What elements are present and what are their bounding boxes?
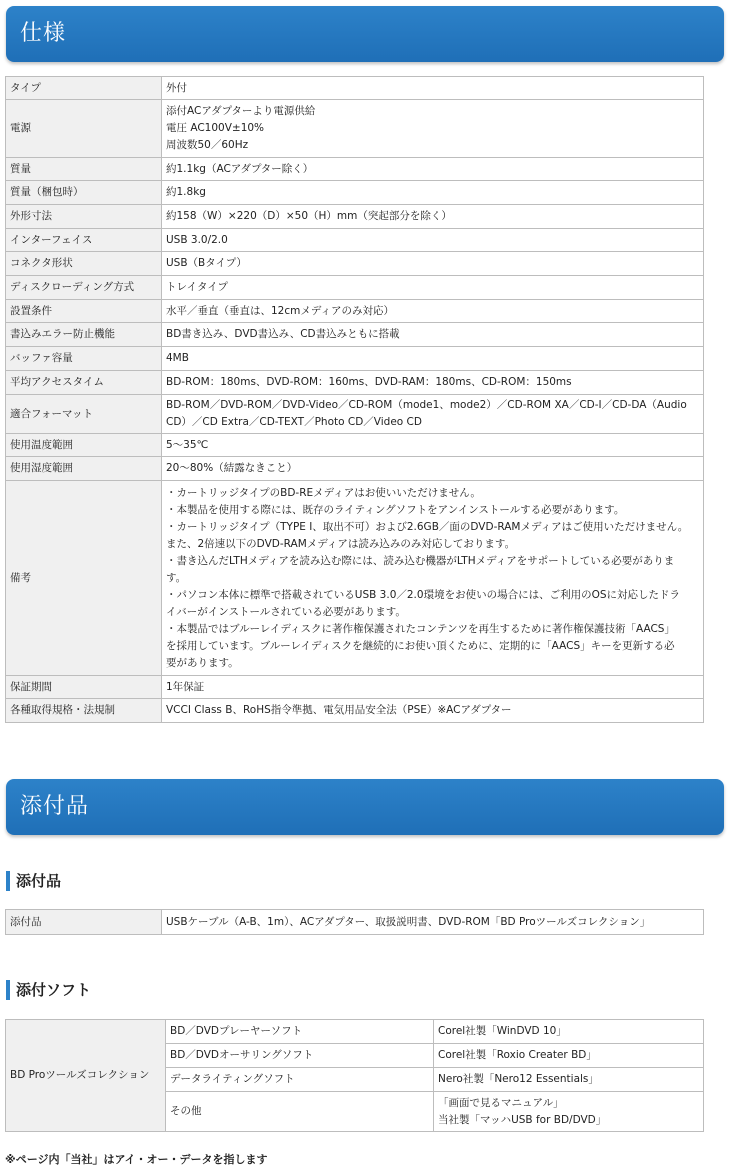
software-product <box>434 1044 704 1068</box>
software-product <box>434 1020 704 1044</box>
spec-value-line: 外付 <box>166 81 187 94</box>
spec-value-line: BD-ROM：180ms、DVD-ROM：160ms、DVD-RAM：180ms、CD-ROM：150ms <box>166 376 572 388</box>
table-row <box>6 181 704 205</box>
table-row <box>6 395 704 434</box>
spec-value-line: USB（Bタイプ） <box>166 257 247 269</box>
spec-value-line: USB 3.0/2.0 <box>166 233 228 246</box>
spec-label: 設置条件 <box>6 300 162 323</box>
spec-label: 書込みエラー防止機能 <box>6 323 162 347</box>
table-row <box>6 676 704 699</box>
table-row <box>6 434 704 457</box>
spec-value-line: 1年保証 <box>166 680 205 693</box>
spec-value-line: 電圧 AC100V±10% <box>166 122 265 134</box>
spec-label: 電源 <box>6 100 162 158</box>
spec-value <box>162 181 704 205</box>
software-group-label: BD Proツールズコレクション <box>6 1020 166 1132</box>
software-product-line: 「画面で見るマニュアル」 <box>438 1096 564 1109</box>
spec-label: タイプ <box>6 77 162 100</box>
spec-label: インターフェイス <box>6 229 162 252</box>
spec-value <box>162 229 704 252</box>
spec-value <box>162 205 704 229</box>
accessories-section-title: 添付品 <box>20 794 90 819</box>
software-category: その他 <box>166 1092 434 1132</box>
accessories-value: USBケーブル（A-B、1m）、ACアダプター、取扱説明書、DVD-ROM「BD Proツールズコレクション」 <box>162 910 704 935</box>
table-row <box>6 371 704 395</box>
table-row <box>6 910 704 935</box>
spec-value-line: 4MB <box>166 352 189 364</box>
spec-section-title: 仕様 <box>20 21 67 46</box>
spec-label: コネクタ形状 <box>6 252 162 276</box>
spec-value-line: イバーがインストールされている必要があります。 <box>166 605 406 618</box>
footnote: ※ページ内「当社」はアイ・オー・データを指します <box>5 1153 268 1166</box>
accessories-subhead: 添付品 <box>6 871 61 891</box>
table-row <box>6 300 704 323</box>
software-product <box>434 1092 704 1132</box>
spec-value-line: 周波数50／60Hz <box>166 139 249 151</box>
spec-value <box>162 77 704 100</box>
spec-value-line: ・書き込んだLTHメディアを読み込む際には、読み込む機器がLTHメディアをサポートしている必要がありま <box>166 554 675 567</box>
spec-value-line: VCCI Class B、RoHS指令準拠、電気用品安全法（PSE）※ACアダプター <box>166 704 512 716</box>
table-row <box>6 252 704 276</box>
spec-value-line: ・カートリッジタイプのBD-REメディアはお使いいただけません。 <box>166 486 481 499</box>
spec-value-line: 要があります。 <box>166 656 239 669</box>
spec-label: 質量 <box>6 158 162 181</box>
spec-value <box>162 300 704 323</box>
spec-value-line: BD書き込み、DVD書込み、CD書込みともに搭載 <box>166 328 400 340</box>
spec-value <box>162 276 704 300</box>
software-category: BD／DVDオーサリングソフト <box>166 1044 434 1068</box>
table-row <box>6 323 704 347</box>
table-row <box>6 229 704 252</box>
spec-label: 質量（梱包時） <box>6 181 162 205</box>
spec-value-line: 約1.1kg（ACアダプター除く） <box>166 162 314 175</box>
spec-label: 保証期間 <box>6 676 162 699</box>
spec-value <box>162 395 704 434</box>
spec-value-line: ・パソコン本体に標準で搭載されているUSB 3.0／2.0環境をお使いの場合には、ご利用のOSに対応したドラ <box>166 588 681 601</box>
spec-value-line: また、2倍速以下のDVD-RAMメディアは読み込みのみ対応しております。 <box>166 537 516 550</box>
software-subhead: 添付ソフト <box>6 980 91 1000</box>
spec-label: 使用湿度範囲 <box>6 457 162 481</box>
table-row <box>6 276 704 300</box>
software-category: データライティングソフト <box>166 1068 434 1092</box>
software-table <box>5 1019 704 1132</box>
software-product-line: Corel社製「WinDVD 10」 <box>438 1025 567 1037</box>
table-row <box>6 457 704 481</box>
spec-value-line: を採用しています。ブルーレイディスクを継続的にお使い頂くために、定期的に「AACS」キーを更新する必 <box>166 639 675 652</box>
spec-value <box>162 323 704 347</box>
spec-label: ディスクローディング方式 <box>6 276 162 300</box>
spec-value <box>162 347 704 371</box>
spec-value <box>162 252 704 276</box>
spec-label: 外形寸法 <box>6 205 162 229</box>
spec-value-line: ・本製品ではブルーレイディスクに著作権保護されたコンテンツを再生するために著作権保護技術「AACS」 <box>166 622 675 635</box>
table-row <box>6 205 704 229</box>
spec-value-line: ・カートリッジタイプ（TYPE I、取出不可）および2.6GB／面のDVD-RAMメディアはご使用いただけません。 <box>166 520 689 533</box>
spec-value <box>162 158 704 181</box>
table-row <box>6 158 704 181</box>
spec-label: 平均アクセスタイム <box>6 371 162 395</box>
spec-label: 備考 <box>6 481 162 676</box>
spec-value <box>162 676 704 699</box>
table-row <box>6 347 704 371</box>
spec-value-line: 5～35℃ <box>166 438 209 451</box>
software-product-line: 当社製「マッハUSB for BD/DVD」 <box>438 1113 607 1126</box>
spec-label: 適合フォーマット <box>6 395 162 434</box>
spec-value-line: CD）／CD Extra／CD-TEXT／Photo CD／Video CD <box>166 416 422 428</box>
software-product-line: Nero社製「Nero12 Essentials」 <box>438 1073 599 1085</box>
spec-value <box>162 457 704 481</box>
spec-value <box>162 481 704 676</box>
spec-value-line: 約1.8kg <box>166 186 206 198</box>
table-row <box>6 699 704 723</box>
spec-value-line: 20～80%（結露なきこと） <box>166 462 298 474</box>
spec-table <box>5 76 704 723</box>
software-product <box>434 1068 704 1092</box>
spec-label: 各種取得規格・法規制 <box>6 699 162 723</box>
spec-value-line: ・本製品を使用する際には、既存のライティングソフトをアンインストールする必要があります。 <box>166 503 625 516</box>
spec-value-line: 添付ACアダプターより電源供給 <box>166 105 316 117</box>
spec-value <box>162 434 704 457</box>
spec-value-line: す。 <box>166 571 187 584</box>
table-row <box>6 100 704 158</box>
software-product-line: Corel社製「Roxio Creater BD」 <box>438 1049 597 1061</box>
spec-value-line: 約158（W）×220（D）×50（H）mm（突起部分を除く） <box>166 210 452 222</box>
table-row <box>6 481 704 676</box>
spec-label: バッファ容量 <box>6 347 162 371</box>
accessories-label: 添付品 <box>6 910 162 935</box>
spec-value <box>162 100 704 158</box>
accessories-section-banner <box>6 779 724 835</box>
spec-value-line: 水平／垂直（垂直は、12cmメディアのみ対応） <box>166 304 395 317</box>
spec-label: 使用温度範囲 <box>6 434 162 457</box>
table-row <box>6 1020 704 1044</box>
spec-value-line: トレイタイプ <box>166 281 228 293</box>
spec-value <box>162 371 704 395</box>
spec-section-banner <box>6 6 724 62</box>
spec-value <box>162 699 704 723</box>
table-row <box>6 77 704 100</box>
software-category: BD／DVDプレーヤーソフト <box>166 1020 434 1044</box>
accessories-table <box>5 909 704 935</box>
spec-value-line: BD-ROM／DVD-ROM／DVD-Video／CD-ROM（mode1、mode2）／CD-ROM XA／CD-I／CD-DA（Audio <box>166 399 687 411</box>
